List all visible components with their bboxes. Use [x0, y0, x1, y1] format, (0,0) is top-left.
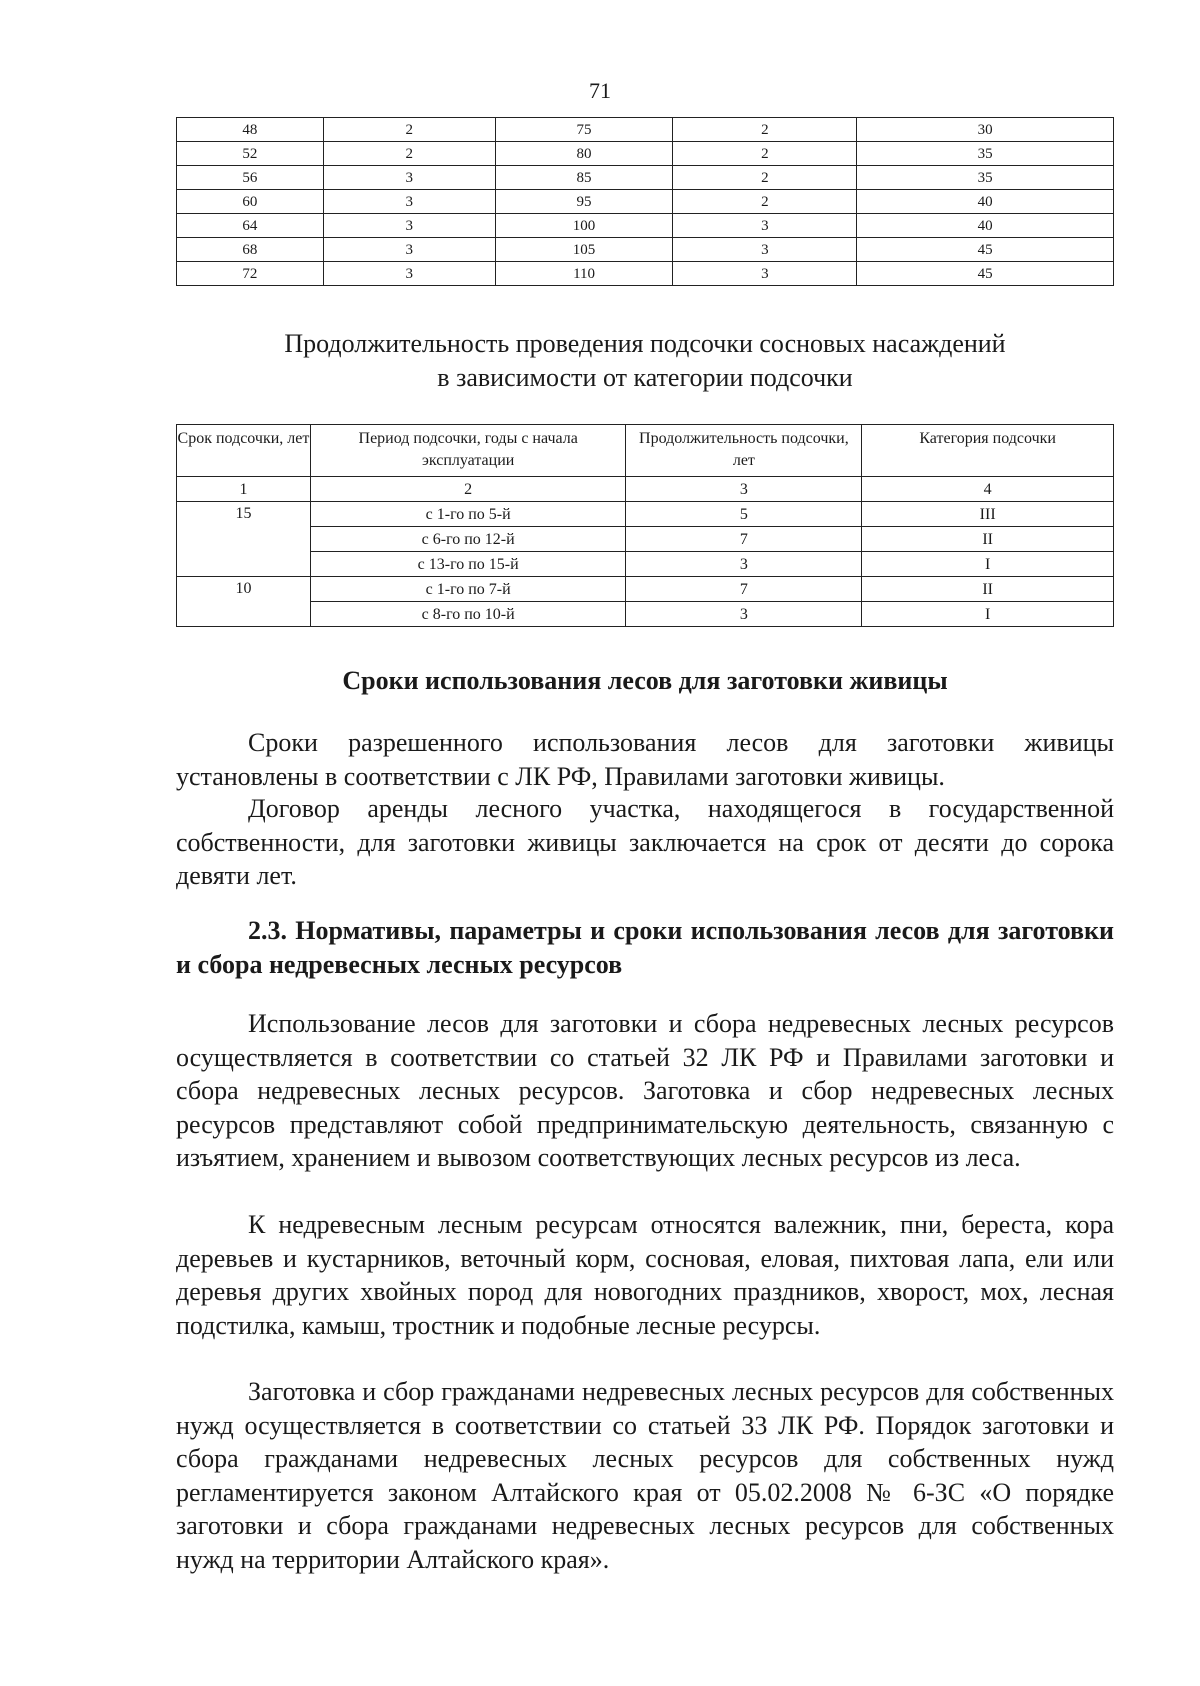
table-cell: 45 — [857, 238, 1114, 262]
table-row — [177, 166, 1114, 190]
paragraph: К недревесным лесным ресурсам относятся валежник, пни, береста, кора деревьев и кустарников, веточный корм, сосновая, еловая, пихтовая лапа, ели или деревья других хвойных пород для новогодних праздников, хворост, мох, лесная подстилка, камыш, тростник и подобные лесные ресурсы. — [176, 1210, 1114, 1340]
table-cell: 2 — [673, 166, 857, 190]
table-caption-line-2: в зависимости от категории подсочки — [437, 363, 853, 392]
paragraph: Заготовка и сбор гражданами недревесных лесных ресурсов для собственных нужд осуществляется в соответствии со статьей 33 ЛК РФ. Порядок заготовки и сбора гражданами недревесных лесных ресурсов для собственных нужд регламентируется законом Алтайского края от 05.02.2008 № 6-ЗС «О порядке заготовки и сбора гражданами недревесных лесных ресурсов для собственных нужд на территории Алтайского края». — [176, 1377, 1114, 1574]
table-cell: 3 — [673, 214, 857, 238]
category-cell: II — [862, 577, 1114, 602]
period-cell: с 1-го по 5-й — [310, 502, 626, 527]
table-cell: 2 — [323, 118, 495, 142]
table-cell: 3 — [323, 262, 495, 286]
table-cell: 45 — [857, 262, 1114, 286]
table-cell: 3 — [673, 238, 857, 262]
table-row — [177, 118, 1114, 142]
duration-cell: 3 — [626, 552, 862, 577]
table-cell: 2 — [673, 190, 857, 214]
table-cell: 40 — [857, 190, 1114, 214]
table-cell: 105 — [495, 238, 673, 262]
continued-table-body — [177, 118, 1114, 286]
column-number: 2 — [310, 477, 626, 502]
section-heading-2-3: 2.3. Нормативы, параметры и сроки использования лесов для заготовки и сбора недревесных лесных ресурсов — [176, 916, 1114, 979]
table-caption-line-1: Продолжительность проведения подсочки сосновых насаждений — [284, 329, 1006, 358]
table-cell: 48 — [177, 118, 324, 142]
paragraph: Сроки разрешенного использования лесов для заготовки живицы установлены в соответствии с ЛК РФ, Правилами заготовки живицы. — [176, 728, 1114, 791]
table-cell: 2 — [673, 142, 857, 166]
category-cell: II — [862, 527, 1114, 552]
table-row — [177, 190, 1114, 214]
header-term: Срок подсочки, лет — [177, 425, 311, 477]
table-cell: 2 — [673, 118, 857, 142]
section-heading-resin: Сроки использования лесов для заготовки живицы — [342, 666, 948, 695]
table-cell: 40 — [857, 214, 1114, 238]
table-column-numbers-row — [177, 477, 1114, 502]
table-row — [177, 577, 1114, 602]
period-cell: с 1-го по 7-й — [310, 577, 626, 602]
column-number: 3 — [626, 477, 862, 502]
paragraph: Договор аренды лесного участка, находящегося в государственной собственности, для заготовки живицы заключается на срок от десяти до сорока девяти лет. — [176, 794, 1114, 890]
table-row — [177, 602, 1114, 627]
table-header-row — [177, 425, 1114, 477]
table-row — [177, 552, 1114, 577]
period-cell: с 8-го по 10-й — [310, 602, 626, 627]
tapping-duration-table — [176, 424, 1114, 627]
table-cell: 60 — [177, 190, 324, 214]
category-cell: I — [862, 552, 1114, 577]
paragraph: Использование лесов для заготовки и сбора недревесных лесных ресурсов осуществляется в соответствии со статьей 32 ЛК РФ и Правилами заготовки и сбора недревесных лесных ресурсов. Заготовка и сбор недревесных лесных ресурсов представляют собой предпринимательскую деятельность, связанную с изъятием, хранением и вывозом соответствующих лесных ресурсов из леса. — [176, 1009, 1114, 1172]
column-number: 1 — [177, 477, 311, 502]
term-cell: 15 — [177, 502, 311, 577]
duration-cell: 3 — [626, 602, 862, 627]
table-cell: 3 — [673, 262, 857, 286]
table-row — [177, 142, 1114, 166]
table-row — [177, 262, 1114, 286]
table-cell: 56 — [177, 166, 324, 190]
duration-cell: 7 — [626, 577, 862, 602]
table-cell: 3 — [323, 238, 495, 262]
table-row — [177, 238, 1114, 262]
page-number: 71 — [589, 78, 611, 103]
table-cell: 3 — [323, 214, 495, 238]
duration-cell: 5 — [626, 502, 862, 527]
table-cell: 35 — [857, 166, 1114, 190]
category-cell: III — [862, 502, 1114, 527]
table-row — [177, 214, 1114, 238]
column-number: 4 — [862, 477, 1114, 502]
table-cell: 3 — [323, 166, 495, 190]
term-cell: 10 — [177, 577, 311, 627]
period-cell: с 6-го по 12-й — [310, 527, 626, 552]
table-cell: 52 — [177, 142, 324, 166]
category-cell: I — [862, 602, 1114, 627]
table-cell: 100 — [495, 214, 673, 238]
table-cell: 30 — [857, 118, 1114, 142]
table-cell: 75 — [495, 118, 673, 142]
duration-cell: 7 — [626, 527, 862, 552]
table-cell: 95 — [495, 190, 673, 214]
table-cell: 35 — [857, 142, 1114, 166]
table-cell: 80 — [495, 142, 673, 166]
table-row — [177, 527, 1114, 552]
period-cell: с 13-го по 15-й — [310, 552, 626, 577]
table-cell: 2 — [323, 142, 495, 166]
header-period: Период подсочки, годы с начала эксплуатации — [310, 425, 626, 477]
table-cell: 3 — [323, 190, 495, 214]
header-duration: Продолжительность подсочки, лет — [626, 425, 862, 477]
table-cell: 64 — [177, 214, 324, 238]
table-cell: 110 — [495, 262, 673, 286]
table-cell: 68 — [177, 238, 324, 262]
table-row — [177, 502, 1114, 527]
table-cell: 85 — [495, 166, 673, 190]
continued-table — [176, 117, 1114, 286]
table-cell: 72 — [177, 262, 324, 286]
header-category: Категория подсочки — [862, 425, 1114, 477]
